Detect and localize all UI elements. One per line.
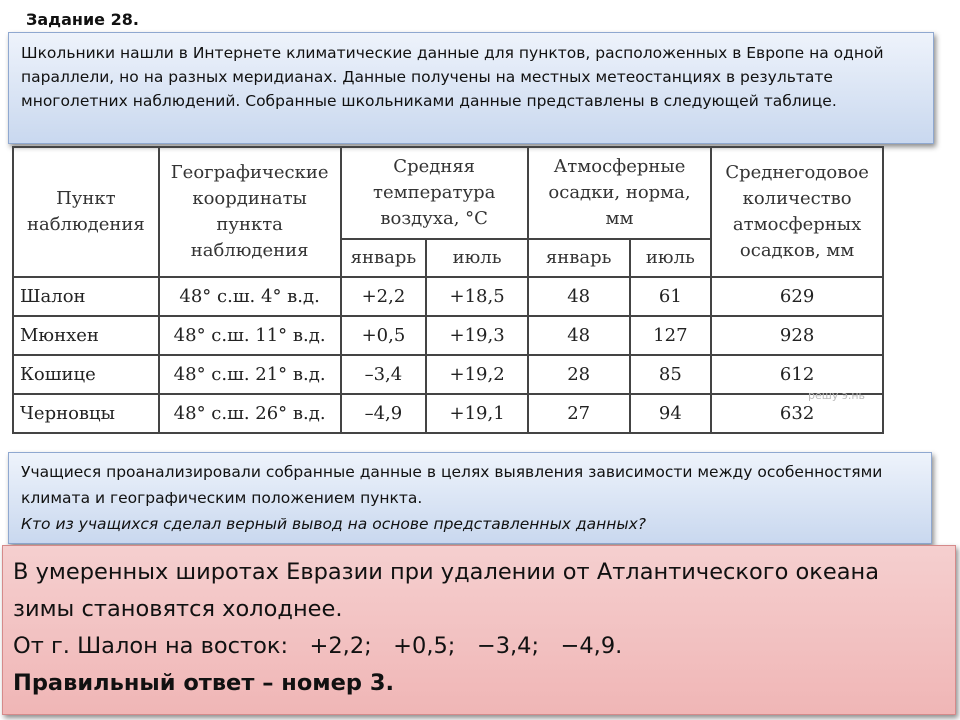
header-precip: Атмосферные осадки, норма, мм xyxy=(528,147,711,239)
intro-box xyxy=(8,32,934,144)
watermark: решу э.нь xyxy=(808,389,866,402)
cell-temp-jan: –3,4 xyxy=(341,355,427,394)
cell-coords: 48° с.ш. 26° в.д. xyxy=(159,394,341,433)
cell-coords: 48° с.ш. 21° в.д. xyxy=(159,355,341,394)
header-temp-january: январь xyxy=(341,239,427,277)
cell-prec-jul: 61 xyxy=(630,277,712,316)
cell-prec-jan: 28 xyxy=(528,355,630,394)
question-box xyxy=(8,452,932,544)
climate-table-wrap xyxy=(12,146,884,434)
cell-temp-jul: +19,1 xyxy=(426,394,527,433)
task-title: Задание 28. xyxy=(26,10,139,29)
answer-line-1: В умеренных широтах Евразии при удалении от Атлантического океана зимы становятся холоднее. xyxy=(13,559,880,622)
cell-temp-jul: +18,5 xyxy=(426,277,527,316)
header-temp: Средняя температура воздуха, °С xyxy=(341,147,528,239)
cell-annual: 632 xyxy=(711,394,883,433)
question-text: Учащиеся проанализировали собранные данные в целях выявления зависимости между особенностями климата и географическим положением пункта. xyxy=(21,463,883,507)
cell-point: Кошице xyxy=(13,355,159,394)
header-coords: Географические координаты пункта наблюдения xyxy=(159,147,341,277)
answer-line-2: От г. Шалон на восток: +2,2; +0,5; −3,4; −4,9. xyxy=(13,633,623,659)
cell-prec-jul: 94 xyxy=(630,394,712,433)
cell-annual: 629 xyxy=(711,277,883,316)
cell-temp-jan: +2,2 xyxy=(341,277,427,316)
header-precip-january: январь xyxy=(528,239,630,277)
cell-prec-jan: 27 xyxy=(528,394,630,433)
intro-text: Школьники нашли в Интернете климатические данные для пунктов, расположенных в Европе на одной параллели, но на разных меридианах. Данные получены на местных метеостанциях в результате многолетних наблюдений. Собранные школьниками данные представлены в следующей таблице. xyxy=(21,44,884,110)
cell-prec-jan: 48 xyxy=(528,277,630,316)
header-precip-july: июль xyxy=(630,239,712,277)
cell-coords: 48° с.ш. 11° в.д. xyxy=(159,316,341,355)
table-row xyxy=(13,316,883,355)
cell-temp-jan: +0,5 xyxy=(341,316,427,355)
cell-point: Мюнхен xyxy=(13,316,159,355)
cell-point: Черновцы xyxy=(13,394,159,433)
table-row xyxy=(13,355,883,394)
cell-temp-jul: +19,2 xyxy=(426,355,527,394)
climate-table xyxy=(12,146,884,434)
cell-annual: 928 xyxy=(711,316,883,355)
header-annual: Среднегодовое количество атмосферных осадков, мм xyxy=(711,147,883,277)
header-point: Пункт наблюдения xyxy=(13,147,159,277)
header-temp-july: июль xyxy=(426,239,527,277)
cell-annual: 612 xyxy=(711,355,883,394)
cell-prec-jul: 127 xyxy=(630,316,712,355)
answer-line-3: Правильный ответ – номер 3. xyxy=(13,670,395,696)
cell-temp-jan: –4,9 xyxy=(341,394,427,433)
cell-prec-jul: 85 xyxy=(630,355,712,394)
question-italic: Кто из учащихся сделал верный вывод на основе представленных данных? xyxy=(21,515,647,533)
answer-box xyxy=(2,545,956,715)
table-row xyxy=(13,394,883,433)
cell-prec-jan: 48 xyxy=(528,316,630,355)
table-row xyxy=(13,277,883,316)
cell-coords: 48° с.ш. 4° в.д. xyxy=(159,277,341,316)
cell-point: Шалон xyxy=(13,277,159,316)
cell-temp-jul: +19,3 xyxy=(426,316,527,355)
